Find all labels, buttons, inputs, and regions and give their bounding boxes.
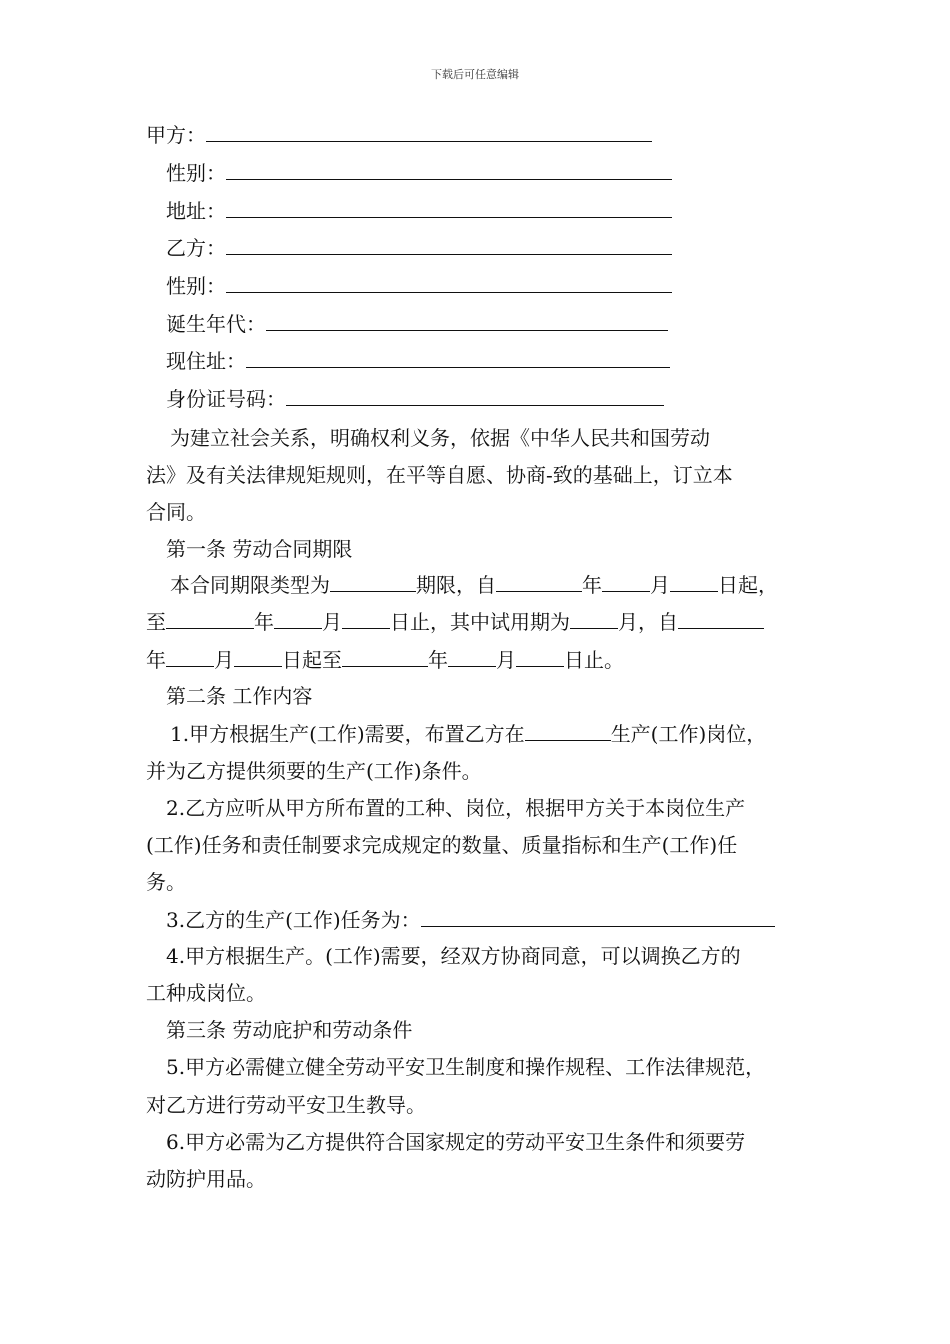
current-address-blank [246,346,670,368]
probation-end-day-blank [516,645,564,667]
clause-4-line-1: 4.甲方根据生产。(工作)需要，经双方协商同意，可以调换乙方的 [166,944,741,968]
clause-3-line-1 [166,905,775,934]
probation-to-label: 日起至 [282,648,342,672]
birth-date-row [166,309,668,338]
end-year-blank [166,607,254,629]
party-b-row [166,233,672,262]
clause-1-line-2: 并为乙方提供须要的生产(工作)条件。 [146,759,482,783]
intro-line-2: 法》及有关法律规矩规则，在平等自愿、协商-致的基础上，订立本 [146,463,733,487]
intro-line-1: 为建立社会关系，明确权利义务，依据《中华人民共和国劳动 [170,426,710,450]
term-type-blank [330,570,416,592]
year-label: 年 [428,648,448,672]
clause-5-line-2: 对乙方进行劳动平安卫生教导。 [146,1093,426,1117]
article-1-line-1 [170,570,778,599]
gender-1-label: 性别： [166,161,226,185]
probation-months-blank [570,607,618,629]
id-number-row [166,384,664,413]
id-number-label: 身份证号码： [166,387,286,411]
start-month-blank [602,570,650,592]
day-from-label: 日起， [718,573,778,597]
current-address-row [166,346,670,375]
year-label: 年 [254,610,274,634]
clause-2-line-3: 务。 [146,870,186,894]
clause-4-line-2: 工种成岗位。 [146,981,266,1005]
clause-1-line-1 [170,719,766,748]
month-label: 月 [496,648,516,672]
probation-start-day-blank [234,645,282,667]
gender-1-row [166,158,672,187]
article-3-title: 第三条 劳动庇护和劳动条件 [166,1018,413,1042]
gender-2-row [166,271,672,300]
intro-line-3: 合同。 [146,500,206,524]
term-from-label: 期限，自 [416,573,496,597]
to-label: 至 [146,610,166,634]
gender-1-blank [226,158,672,180]
probation-start-year-blank [678,607,764,629]
start-day-blank [670,570,718,592]
month-label: 月 [650,573,670,597]
clause-1-text: 1.甲方根据生产(工作)需要，布置乙方在 [170,722,525,746]
party-a-row [146,120,652,149]
probation-end-year-blank [342,645,428,667]
party-b-blank [226,233,672,255]
party-a-label: 甲方： [146,123,206,147]
task-blank [421,905,775,927]
birth-date-label: 诞生年代： [166,312,266,336]
page-header: 下载后可任意编辑 [431,68,519,81]
article-2-title: 第二条 工作内容 [166,684,313,708]
probation-label: 日止，其中试用期为 [390,610,570,634]
id-number-blank [286,384,664,406]
address-row [166,196,672,225]
end-month-blank [274,607,322,629]
article-1-title: 第一条 劳动合同期限 [166,537,353,561]
year-label: 年 [582,573,602,597]
party-a-blank [206,120,652,142]
probation-start-month-blank [166,645,214,667]
year-label: 年 [146,648,166,672]
probation-from-label: 月，自 [618,610,678,634]
address-blank [226,196,672,218]
end-day-blank [342,607,390,629]
article-1-line-3 [146,645,624,674]
clause-2-line-2: (工作)任务和责任制要求完成规定的数量、质量指标和生产(工作)任 [146,833,738,857]
probation-end-month-blank [448,645,496,667]
post-blank [525,719,611,741]
party-b-label: 乙方： [166,236,226,260]
gender-2-label: 性别： [166,274,226,298]
clause-5-line-1: 5.甲方必需健立健全劳动平安卫生制度和操作规程、工作法律规范， [166,1055,766,1079]
birth-date-blank [266,309,668,331]
clause-2-line-1: 2.乙方应听从甲方所布置的工种、岗位，根据甲方关于本岗位生产 [166,796,746,820]
clause-6-line-2: 动防护用品。 [146,1167,266,1191]
gender-2-blank [226,271,672,293]
clause-1-post-label: 生产(工作)岗位， [610,722,767,746]
clause-3-text: 3.乙方的生产(工作)任务为： [166,908,421,932]
address-label: 地址： [166,199,226,223]
day-end-label: 日止。 [564,648,624,672]
start-year-blank [496,570,582,592]
month-label: 月 [214,648,234,672]
clause-6-line-1: 6.甲方必需为乙方提供符合国家规定的劳动平安卫生条件和须要劳 [166,1130,746,1154]
month-label: 月 [322,610,342,634]
current-address-label: 现住址： [166,349,246,373]
article-1-line-2 [146,607,764,636]
term-type-label: 本合同期限类型为 [170,573,330,597]
